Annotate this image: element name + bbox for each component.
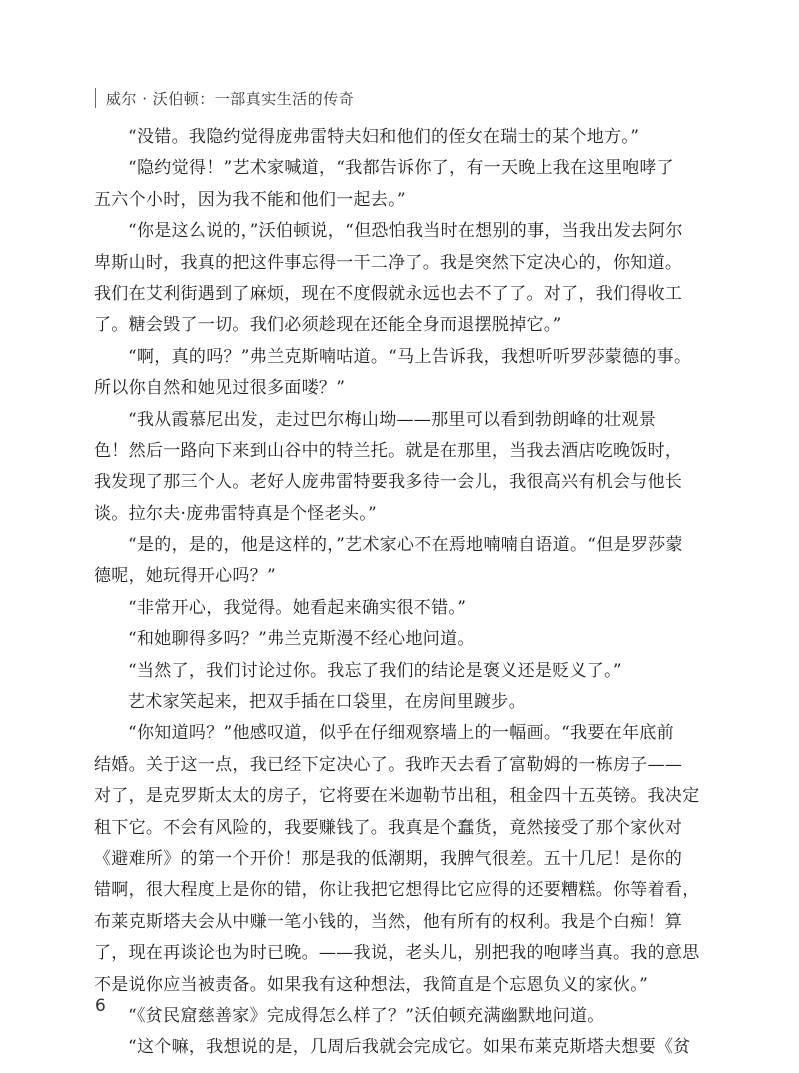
text-line: 五六个小时，因为我不能和他们一起去。” bbox=[94, 189, 406, 210]
text-line: “隐约觉得！”艺术家喊道，“我都告诉你了，有一天晚上我在这里咆哮了 bbox=[128, 158, 674, 179]
text-line: 艺术家笑起来，把双手插在口袋里，在房间里踱步。 bbox=[128, 692, 526, 713]
page-number: 6 bbox=[95, 996, 106, 1016]
text-line: 了，现在再谈论也为时已晚。——我说，老头儿，别把我的咆哮当真。我的意思 bbox=[94, 943, 700, 964]
text-line: “当然了，我们讨论过你。我忘了我们的结论是褒义还是贬义了。” bbox=[128, 660, 622, 681]
text-line: 卑斯山时，我真的把这件事忘得一干二净了。我是突然下定决心的，你知道。 bbox=[94, 252, 683, 273]
text-line: “你是这么说的，”沃伯顿说，“但恐怕我当时在想别的事，当我出发去阿尔 bbox=[128, 221, 683, 242]
running-header-title: 威尔 · 沃伯顿：一部真实生活的传奇 bbox=[106, 89, 355, 108]
text-line: 色！然后一路向下来到山谷中的特兰托。就是在那里，当我去酒店吃晚饭时， bbox=[94, 440, 683, 461]
text-line: “这个嘛，我想说的是，几周后我就会完成它。如果布莱克斯塔夫想要《贫 bbox=[128, 1037, 691, 1058]
body-text bbox=[94, 122, 706, 1064]
text-line: 德呢，她玩得开心吗？” bbox=[94, 566, 276, 587]
text-line: “啊，真的吗？”弗兰克斯喃咕道。“马上告诉我，我想听听罗莎蒙德的事。 bbox=[128, 346, 692, 367]
text-line: 错啊，很大程度上是你的错，你让我把它想得比它应得的还要糟糕。你等着看， bbox=[94, 880, 700, 901]
text-line: 所以你自然和她见过很多面喽？” bbox=[94, 378, 346, 399]
text-line: “没错。我隐约觉得庞弗雷特夫妇和他们的侄女在瑞士的某个地方。” bbox=[128, 127, 640, 147]
text-line: 谈。拉尔夫·庞弗雷特真是个怪老头。” bbox=[94, 503, 377, 524]
text-line: “和她聊得多吗？”弗兰克斯漫不经心地问道。 bbox=[128, 629, 475, 650]
text-line: 我们在艾利街遇到了麻烦，现在不度假就永远也去不了了。对了，我们得收工 bbox=[94, 283, 683, 304]
text-line: “你知道吗？”他感叹道，似乎在仔细观察墙上的一幅画。“我要在年底前 bbox=[128, 723, 674, 744]
text-line: 对了，是克罗斯太太的房子，它将要在米迦勒节出租，租金四十五英镑。我决定 bbox=[94, 786, 700, 807]
text-line: 结婚。关于这一点，我已经下定决心了。我昨天去看了富勒姆的一栋房子—— bbox=[94, 754, 683, 775]
text-line: “我从霞慕尼出发，走过巴尔梅山坳——那里可以看到勃朗峰的壮观景 bbox=[128, 409, 656, 430]
text-line: “《贫民窟慈善家》完成得怎么样了？”沃伯顿充满幽默地问道。 bbox=[128, 1005, 605, 1026]
text-line: 布莱克斯塔夫会从中赚一笔小钱的，当然，他有所有的权利。我是个白痴！算 bbox=[94, 911, 683, 932]
text-line: “是的，是的，他是这样的，”艺术家心不在焉地喃喃自语道。“但是罗莎蒙 bbox=[128, 535, 683, 556]
text-line: 我发现了那三个人。老好人庞弗雷特要我多待一会儿，我很高兴有机会与他长 bbox=[94, 472, 683, 493]
header-rule bbox=[95, 88, 96, 108]
text-line: 了。糖会毁了一切。我们必须趁现在还能全身而退摆脱掉它。” bbox=[94, 315, 562, 336]
text-line: 不是说你应当被责备。如果我有这种想法，我简直是个忘恩负义的家伙。” bbox=[94, 974, 649, 995]
text-line: 《避难所》的第一个开价！那是我的低潮期，我脾气很差。五十几尼！是你的 bbox=[94, 848, 683, 869]
text-line: “非常开心，我觉得。她看起来确实很不错。” bbox=[128, 597, 467, 618]
text-line: 租下它。不会有风险的，我要赚钱了。我真是个蠢货，竟然接受了那个家伙对 bbox=[94, 817, 683, 838]
running-header bbox=[95, 86, 354, 110]
